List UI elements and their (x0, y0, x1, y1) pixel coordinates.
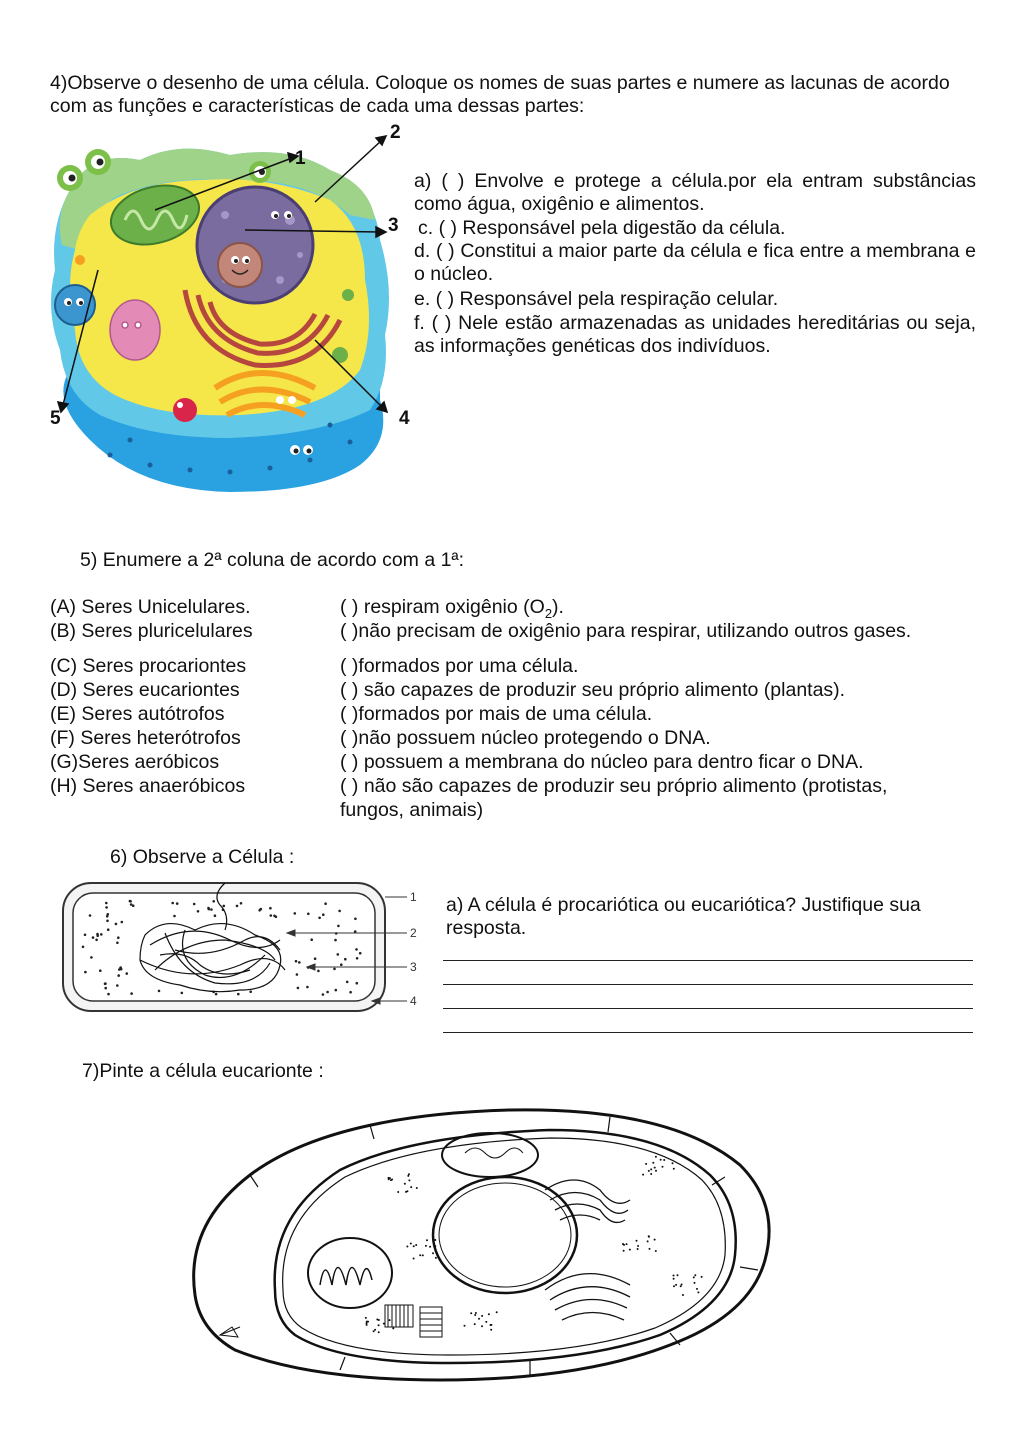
q5-right-item[interactable]: ( ) são capazes de produzir seu próprio alimento (plantas). (340, 679, 846, 701)
q5-right-item[interactable]: ( )formados por mais de uma célula. (340, 703, 653, 725)
q7-title: 7)Pinte a célula eucarionte : (82, 1060, 324, 1082)
answer-line[interactable] (443, 1032, 973, 1033)
q5-right-item[interactable]: ( ) não são capazes de produzir seu próprio alimento (protistas, (340, 775, 888, 797)
q4-item-a: a) ( ) Envolve e protege a célula.por ela entram substâncias como água, oxigênio e alimentos. (414, 170, 976, 215)
q4-intro: 4)Observe o desenho de uma célula. Coloque os nomes de suas partes e numere as lacunas de acordo com as funções e características de cada uma dessas partes: (50, 72, 950, 117)
diagram-label-5: 5 (50, 408, 61, 429)
answer-line[interactable] (443, 960, 973, 961)
diagram-label-4: 4 (399, 408, 410, 429)
answer-line[interactable] (443, 1008, 973, 1009)
q5-left-item: (D) Seres eucariontes (50, 679, 240, 701)
q6-question-a: a) A célula é procariótica ou eucariótica? Justifique sua resposta. (446, 894, 921, 939)
q5-left-item: (E) Seres autótrofos (50, 703, 225, 725)
q5-right-item[interactable]: ( ) possuem a membrana do núcleo para dentro ficar o DNA. (340, 751, 864, 773)
q4-item-c: c. ( ) Responsável pela digestão da célula. (418, 217, 786, 239)
prok-label-1: 1 (410, 890, 417, 904)
q5-left-item: (H) Seres anaeróbicos (50, 775, 246, 797)
prok-label-2: 2 (410, 926, 417, 940)
q5-right-item[interactable]: ( )formados por uma célula. (340, 655, 579, 677)
o2-subscript: 2 (544, 605, 553, 621)
q4-item-e: e. ( ) Responsável pela respiração celular. (414, 288, 779, 310)
prok-label-4: 4 (410, 994, 417, 1008)
q5-left-item: (F) Seres heterótrofos (50, 727, 241, 749)
q4-item-d: d. ( ) Constitui a maior parte da célula e fica entre a membrana e o núcleo. (414, 240, 976, 285)
q5-left-item: (C) Seres procariontes (50, 655, 247, 677)
prokaryotic-cell-diagram (55, 875, 430, 1020)
answer-line[interactable] (443, 984, 973, 985)
q5-right-item[interactable]: ( )não possuem núcleo protegendo o DNA. (340, 727, 711, 749)
cell-diagram-colorful (30, 120, 430, 500)
q5-right-text: ( ) respiram oxigênio (O (340, 596, 545, 618)
q5-left-item: (A) Seres Unicelulares. (50, 596, 251, 618)
diagram-label-1: 1 (295, 148, 306, 169)
q5-left-item: (G)Seres aeróbicos (50, 751, 220, 773)
q5-right-continuation: fungos, animais) (340, 799, 484, 821)
q4-item-f: f. ( ) Nele estão armazenadas as unidades hereditárias ou seja, as informações genéticas dos indivíduos. (414, 312, 976, 357)
diagram-label-3: 3 (388, 215, 399, 236)
diagram-label-2: 2 (390, 122, 401, 143)
eukaryotic-cell-outline[interactable] (180, 1095, 780, 1385)
q5-left-item: (B) Seres pluricelulares (50, 620, 253, 642)
prok-label-3: 3 (410, 960, 417, 974)
q5-right-item[interactable]: ( )não precisam de oxigênio para respirar, utilizando outros gases. (340, 620, 912, 642)
q5-title: 5) Enumere a 2ª coluna de acordo com a 1ª: (80, 549, 465, 571)
q6-title: 6) Observe a Célula : (110, 846, 295, 868)
q5-right-item[interactable] (340, 596, 564, 619)
q5-right-tail: ). (552, 596, 564, 618)
